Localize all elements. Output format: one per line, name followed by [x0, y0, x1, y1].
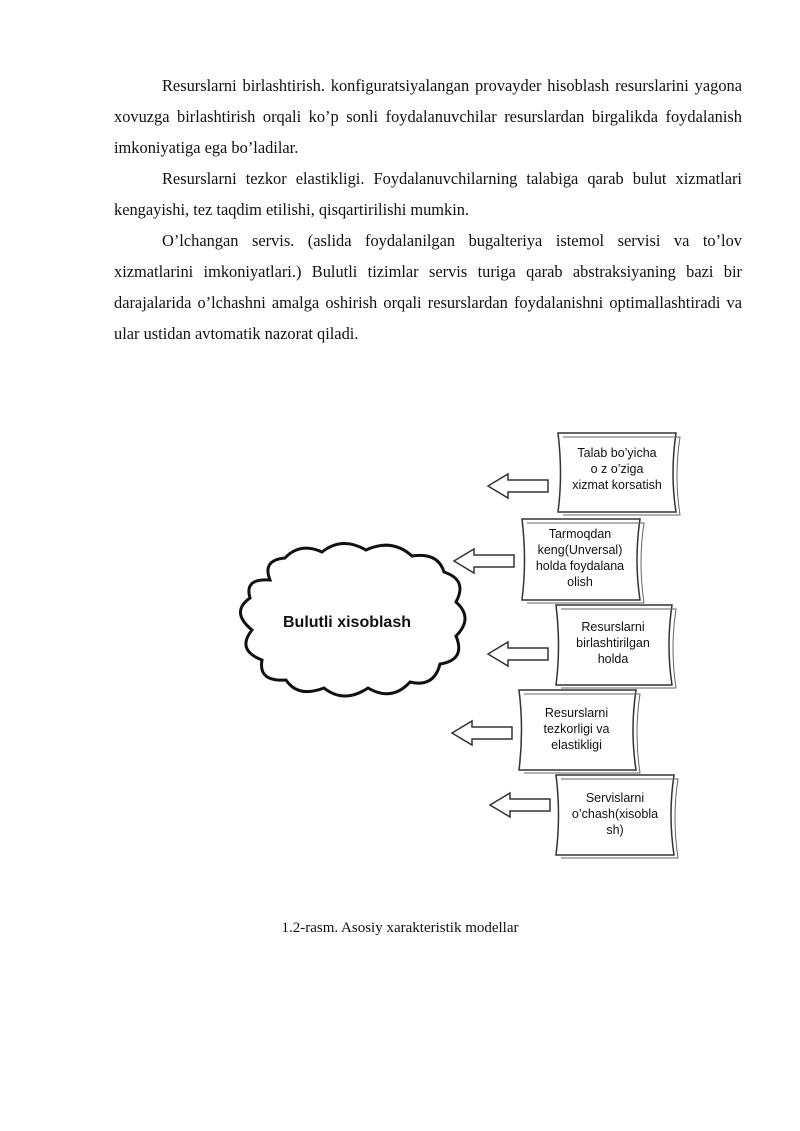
box-label-line: holda foydalana — [535, 559, 625, 573]
arrow-left-icon — [490, 793, 550, 817]
cloud-label: Bulutli xisoblash — [282, 614, 411, 631]
box-label-on-demand — [560, 445, 674, 493]
box-label-line: olish — [567, 575, 593, 589]
box-label-line: keng(Unversal) — [537, 543, 623, 557]
box-label-line: sh) — [606, 823, 624, 837]
arrow-left-icon — [454, 549, 514, 573]
box-label-measured-service — [558, 790, 672, 838]
paragraph-rapid-elasticity: Resurslarni tezkor elastikligi. Foydalanuvchilarning talabiga qarab bulut xizmatlari kengayishi, tez taqdim etilishi, qisqartirilishi mumkin. — [114, 169, 742, 219]
box-label-line: o z o’ziga — [590, 462, 644, 476]
box-label-resource-pooling — [556, 619, 670, 667]
paragraph-measured-service: O’lchangan servis. (aslida foydalanilgan bugalteriya istemol servisi va to’lov xizmatlarini imkoniyatlari.) Bulutli tizimlar servis turiga qarab abstraksiyaning bazi bir darajalarida o’lchashni amalga oshirish orqali resurslardan foydalanishni optimallashtiradi va ular ustidan avtomatik nazorat qiladi. — [114, 231, 742, 343]
box-label-line: Resurslarni — [581, 620, 645, 634]
box-label-line: Resurslarni — [544, 706, 609, 720]
box-label-line: Talab bo’yicha — [577, 446, 657, 460]
box-label-line: birlashtirilgan — [576, 636, 650, 650]
box-label-elasticity — [519, 705, 634, 753]
figure-caption: 1.2-rasm. Asosiy xarakteristik modellar — [281, 920, 519, 936]
paragraph-resource-pooling: Resurslarni birlashtirish. konfiguratsiyalangan provayder hisoblash resurslarini yagona xovuzga birlashtirish orqali ko’p sonli foydalanuvchilar resurslardan birgalikda foydalanish imkoniyatiga ega bo’ladilar. — [114, 76, 742, 157]
arrow-left-icon — [452, 721, 512, 745]
box-label-line: Tarmoqdan — [548, 527, 612, 541]
box-label-line: xizmat korsatish — [572, 478, 662, 492]
box-label-line: o’chash(xisobla — [571, 807, 659, 821]
box-label-network-access — [522, 526, 638, 590]
arrow-left-icon — [488, 642, 548, 666]
arrow-left-icon — [488, 474, 548, 498]
box-label-line: holda — [597, 652, 629, 666]
box-label-line: elastikligi — [551, 738, 602, 752]
box-label-line: tezkorligi va — [543, 722, 610, 736]
box-label-line: Servislarni — [585, 791, 645, 805]
